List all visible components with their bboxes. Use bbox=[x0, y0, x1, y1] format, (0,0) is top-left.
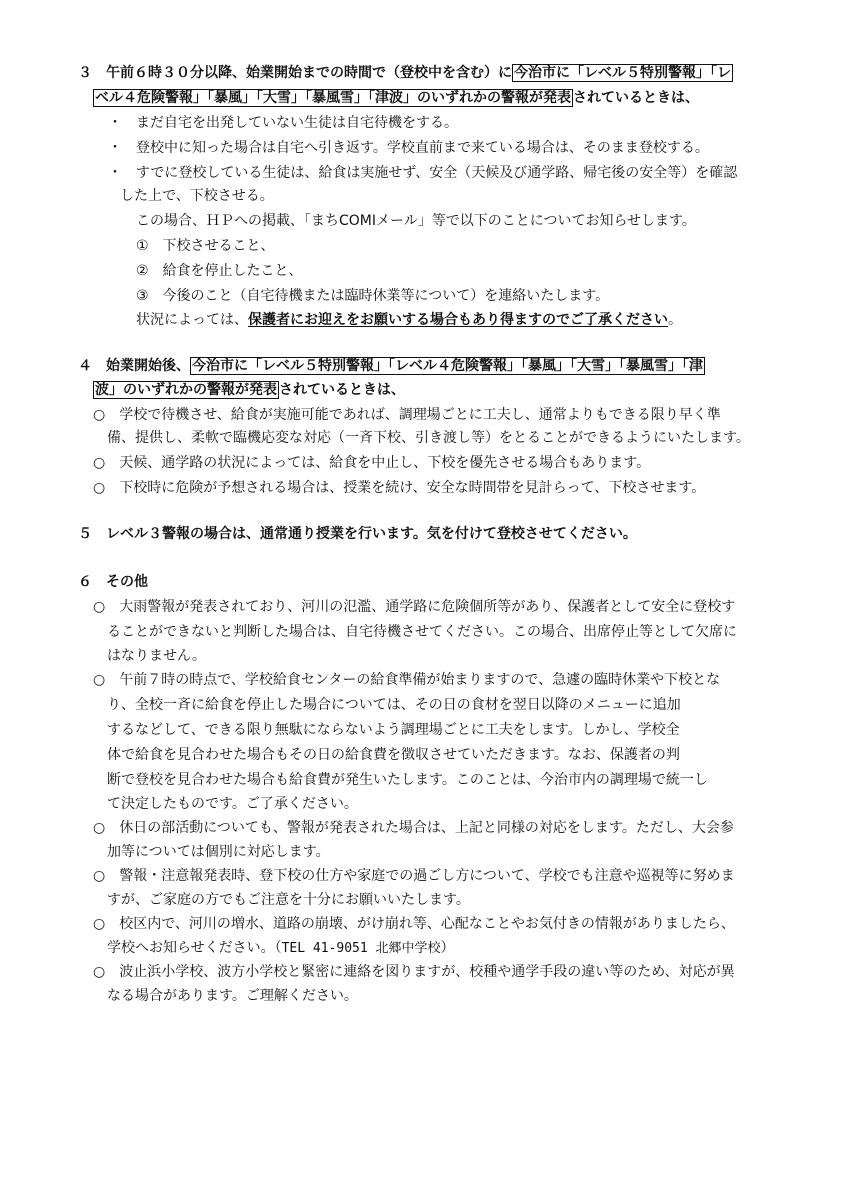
s4-item: ○ 下校時に危険が予想される場合は、授業を続け、安全な時間帯を見計らって、下校させます。 bbox=[93, 480, 706, 496]
s4-heading-line2: 波」のいずれかの警報が発表 されているときは、 bbox=[95, 382, 405, 398]
s3-item-cont: した上で、下校させる。 bbox=[120, 188, 274, 204]
s3-warning-box-2: ベル４危険警報」「暴風」「大雪」「暴風雪」「津波」のいずれかの警報が発表 bbox=[95, 90, 571, 106]
s5-heading: ５ レベル３警報の場合は、通常通り授業を行います。気を付けて登校させてください。 bbox=[78, 526, 637, 542]
s6-item-cont: するなどして、できる限り無駄にならないよう調理場ごとに工夫をします。しかし、学校全 bbox=[107, 722, 680, 738]
s6-item-cont: なる場合があります。ご理解ください。 bbox=[107, 988, 358, 1004]
s6-item: ○ 波止浜小学校、波方小学校と緊密に連絡を図りますが、校種や通学手段の違い等のため、対応が異 bbox=[93, 964, 735, 980]
s6-item-cont: 加等については個別に対応します。 bbox=[107, 844, 330, 860]
s6-item: ○ 午前７時の時点で、学校給食センターの給食準備が始まりますので、急遽の臨時休業や下校とな bbox=[93, 672, 721, 688]
s3-item: ・ すでに登校している生徒は、給食は実施せず、安全（天候及び通学路、帰宅後の安全等）を確認 bbox=[108, 165, 738, 181]
s4-heading-line1: ４ 始業開始後、 今治市に「レベル５特別警報」「レベル４危険警報」「暴風」「大雪」「暴風雪」「津 bbox=[78, 358, 703, 374]
s6-item-cont: 体で給食を見合わせた場合もその日の給食費を徴収させていただきます。なお、保護者の判 bbox=[107, 747, 680, 763]
s6-item-cont: り、全校一斉に給食を停止した場合については、その日の食材を翌日以降のメニューに追加 bbox=[107, 697, 681, 713]
s6-item-cont: 断で登校を見合わせた場合も給食費が発生いたします。このことは、今治市内の調理場で統一し bbox=[107, 772, 708, 788]
s4-warning-box-1: 今治市に「レベル５特別警報」「レベル４危険警報」「暴風」「大雪」「暴風雪」「津 bbox=[192, 358, 703, 374]
s3-heading-line2: ベル４危険警報」「暴風」「大雪」「暴風雪」「津波」のいずれかの警報が発表 されているときは、 bbox=[95, 90, 699, 106]
s3-enum-item: ① 下校させること、 bbox=[136, 238, 275, 254]
s4-warning-box-2: 波」のいずれかの警報が発表 bbox=[95, 382, 277, 398]
s3-pickup-notice: 保護者にお迎えをお願いする場合もあり得ますのでご了承ください bbox=[248, 312, 668, 328]
s6-item: ○ 休日の部活動についても、警報が発表された場合は、上記と同様の対応をします。ただし、大会参 bbox=[93, 820, 734, 836]
s6-item-cont: ることができないと判断した場合は、自宅待機させてください。この場合、出席停止等として欠席に bbox=[107, 624, 737, 640]
s3-note: この場合、ＨＰへの掲載、「まちCOMIメール」等で以下のことについてお知らせします。 bbox=[136, 213, 696, 229]
s3-item: ・ 登校中に知った場合は自宅へ引き返す。学校直前まで来ている場合は、そのまま登校する。 bbox=[108, 140, 709, 156]
s6-item: ○ 警報・注意報発表時、登下校の仕方や家庭での過ごし方について、学校でも注意や巡視等に努めま bbox=[93, 868, 735, 884]
s6-item-cont: はなりません。 bbox=[107, 648, 206, 664]
s6-item: ○ 大雨警報が発表されており、河川の氾濫、通学路に危険個所等があり、保護者として安全に登校す bbox=[93, 599, 736, 615]
s6-item: ○ 校区内で、河川の増水、道路の崩壊、がけ崩れ等、心配なことやお気付きの情報がありましたら、 bbox=[93, 916, 735, 932]
s6-heading: ６ その他 bbox=[78, 574, 148, 590]
school-phone: TEL 41-9051 北郷中学校 bbox=[281, 941, 441, 956]
s3-item: ・ まだ自宅を出発していない生徒は自宅待機をする。 bbox=[108, 115, 458, 131]
s6-item-cont: すが、ご家庭の方でもご注意を十分にお願いいたします。 bbox=[107, 892, 470, 908]
s3-warning-box-1: 今治市に「レベル５特別警報」「レ bbox=[514, 65, 731, 81]
s4-item: ○ 天候、通学路の状況によっては、給食を中止し、下校を優先させる場合もあります。 bbox=[93, 455, 651, 471]
s4-item: ○ 学校で待機させ、給食が実施可能であれば、調理場ごとに工夫し、通常よりもできる限り早く準 bbox=[93, 407, 721, 423]
s3-heading-line1: ３ 午前６時３０分以降、始業開始までの時間で（登校中を含む）に 今治市に「レベル５特別警報」「レ bbox=[78, 65, 731, 81]
s6-contact-line: 学校へお知らせください。（TEL 41-9051 北郷中学校） bbox=[107, 940, 455, 956]
s3-enum-item: ② 給食を停止したこと、 bbox=[136, 263, 303, 279]
s4-item-cont: 備、提供し、柔軟で臨機応変な対応（一斉下校、引き渡し等）をとることができるようにいたします。 bbox=[107, 430, 750, 446]
s6-item-cont: て決定したものです。ご了承ください。 bbox=[107, 796, 358, 812]
s3-last-line: 状況によっては、保護者にお迎えをお願いする場合もあり得ますのでご了承ください。 bbox=[136, 312, 682, 328]
s3-enum-item: ③ 今後のこと（自宅待機または臨時休業等について）を連絡いたします。 bbox=[136, 288, 610, 304]
